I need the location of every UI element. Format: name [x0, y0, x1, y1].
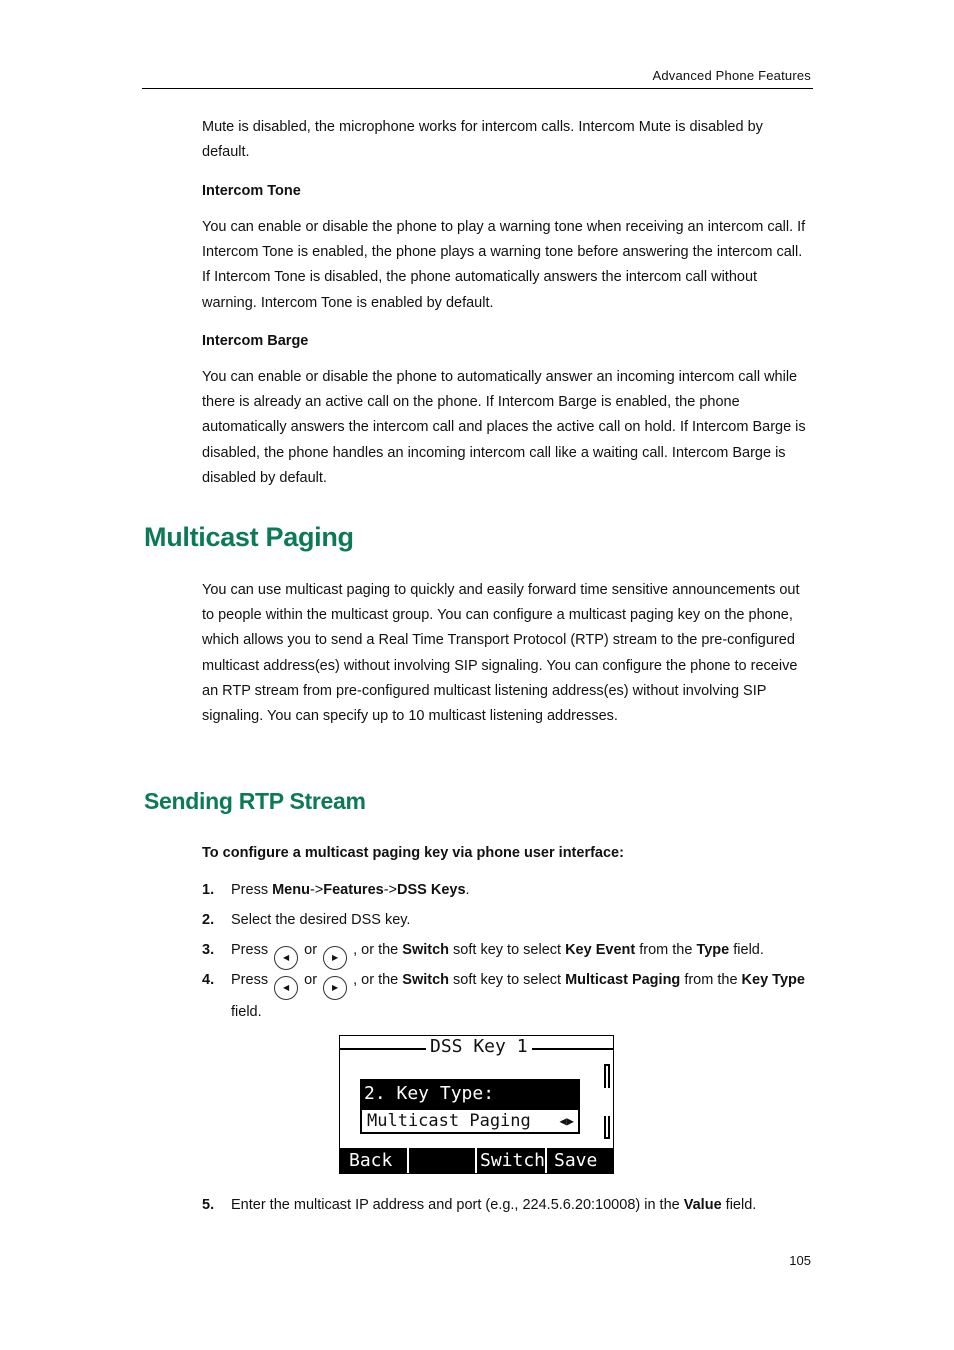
lcd-field-value: [360, 1108, 580, 1134]
running-header: Advanced Phone Features: [652, 68, 811, 83]
softkey-separator: [407, 1148, 409, 1173]
softkey-separator: [545, 1148, 547, 1173]
step-text: Select the desired DSS key.: [231, 912, 411, 928]
lcd-scrollbar-gap: [602, 1088, 612, 1116]
paragraph-intercom-tone: You can enable or disable the phone to play a warning tone when receiving an intercom call. If Intercom Tone is enabled, the phone plays a warning tone before answering the intercom call. If Intercom Tone is disabled, the phone automatically answers the intercom call without warning. Intercom Tone is enabled by default.: [202, 219, 806, 311]
right-nav-key-icon: ▶: [323, 976, 347, 1000]
right-nav-key-icon: ▶: [323, 946, 347, 970]
step-number: 1.: [202, 882, 215, 898]
paragraph-intercom-barge: You can enable or disable the phone to automatically answer an incoming intercom call while there is already an active call on the phone. If Intercom Barge is enabled, the phone automatically answers the intercom call and places the active call on hold. If Intercom Barge is disabled, the phone handles an incoming intercom call like a waiting call. Intercom Barge is disabled by default.: [202, 369, 806, 486]
left-right-arrows-icon: ◀▶: [559, 1114, 574, 1128]
header-rule: [142, 88, 813, 89]
paragraph-multicast-paging: You can use multicast paging to quickly and easily forward time sensitive announcements out to people within the multicast group. You can configure a multicast paging key on the phone, which allows you to send a Real Time Transport Protocol (RTP) stream to the pre-configured multicast address(es) without involving SIP signaling. You can configure the phone to receive an RTP stream from pre-configured multicast listening address(es) without involving SIP signaling. You can specify up to 10 multicast listening addresses.: [202, 582, 800, 725]
left-nav-key-icon: ◀: [274, 946, 298, 970]
left-nav-key-icon: ◀: [274, 976, 298, 1000]
lcd-title-rule-left: [340, 1048, 426, 1050]
lcd-title-rule-right: [528, 1048, 613, 1050]
step-number: 2.: [202, 912, 215, 928]
subheading-intercom-tone: Intercom Tone: [202, 183, 301, 199]
step-number: 3.: [202, 942, 215, 958]
subheading-intercom-barge: Intercom Barge: [202, 333, 309, 349]
lcd-title: DSS Key 1: [426, 1036, 532, 1057]
softkey-save: Save: [554, 1150, 598, 1171]
softkey-separator: [475, 1148, 477, 1173]
lcd-softkey-bar: [340, 1148, 613, 1173]
step-text: Enter the multicast IP address and port (e.g., 224.5.6.20:10008) in the Value field.: [231, 1197, 757, 1213]
softkey-back: Back: [349, 1150, 393, 1171]
lcd-field-value-text: Multicast Paging: [367, 1111, 531, 1131]
step-text: Press ◀ or ▶ , or the Switch soft key to select Key Event from the Type field.: [231, 938, 814, 970]
heading-sending-rtp-stream: Sending RTP Stream: [144, 788, 366, 814]
step-number: 4.: [202, 972, 215, 988]
lcd-field-label: 2. Key Type:: [360, 1079, 580, 1108]
step-number: 5.: [202, 1197, 215, 1213]
procedure-title: To configure a multicast paging key via phone user interface:: [202, 845, 624, 861]
heading-multicast-paging: Multicast Paging: [144, 522, 354, 552]
step-text: Press ◀ or ▶ , or the Switch soft key to select Multicast Paging from the Key Type field.: [231, 972, 805, 1020]
paragraph-mute: Mute is disabled, the microphone works for intercom calls. Intercom Mute is disabled by default.: [202, 119, 763, 161]
phone-lcd-screenshot: [339, 1035, 614, 1174]
step-text: Press Menu->Features->DSS Keys.: [231, 882, 470, 898]
softkey-switch: Switch: [480, 1150, 546, 1171]
page-number: 105: [789, 1253, 811, 1268]
